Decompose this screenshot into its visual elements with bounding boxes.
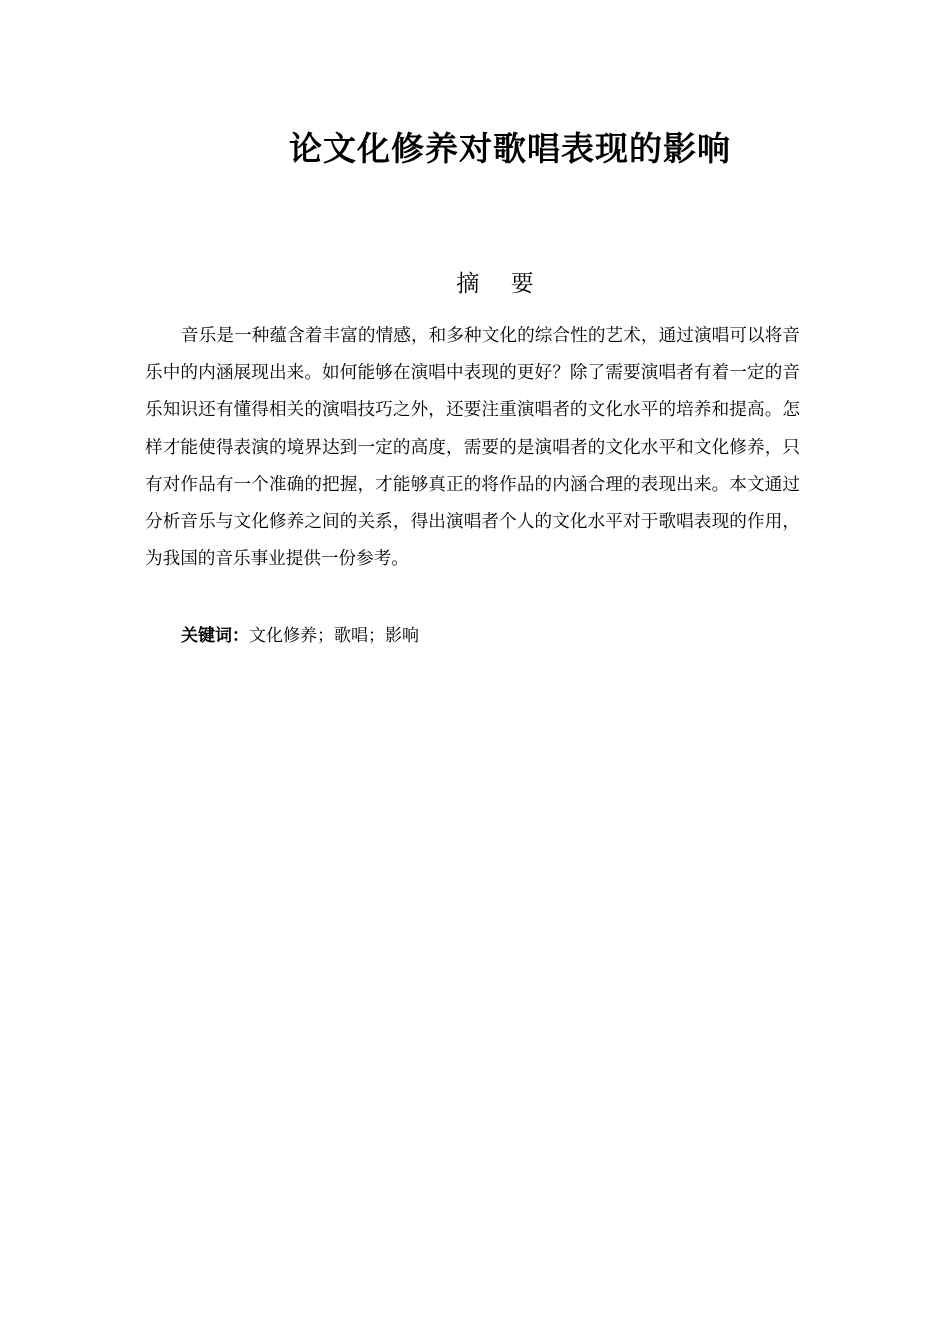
abstract-paragraph: 音乐是一种蕴含着丰富的情感，和多种文化的综合性的艺术，通过演唱可以将音乐中的内涵展现出来。如何能够在演唱中表现的更好？除了需要演唱者有着一定的音乐知识还有懂得相关的演唱技巧之外，还要注重演唱者的文化水平的培养和提高。怎样才能使得表演的境界达到一定的高度，需要的是演唱者的文化水平和文化修养，只有对作品有一个准确的把握，才能够真正的将作品的内涵合理的表现出来。本文通过分析音乐与文化修养之间的关系，得出演唱者个人的文化水平对于歌唱表现的作用，为我国的音乐事业提供一份参考。 — [145, 326, 800, 570]
keywords-line — [181, 622, 419, 650]
keywords-value: 文化修养；歌唱；影响 — [249, 626, 419, 646]
abstract-heading: 摘 要 — [456, 271, 546, 297]
page-title: 论文化修养对歌唱表现的影响 — [289, 129, 731, 168]
keywords-label: 关键词： — [181, 626, 249, 646]
